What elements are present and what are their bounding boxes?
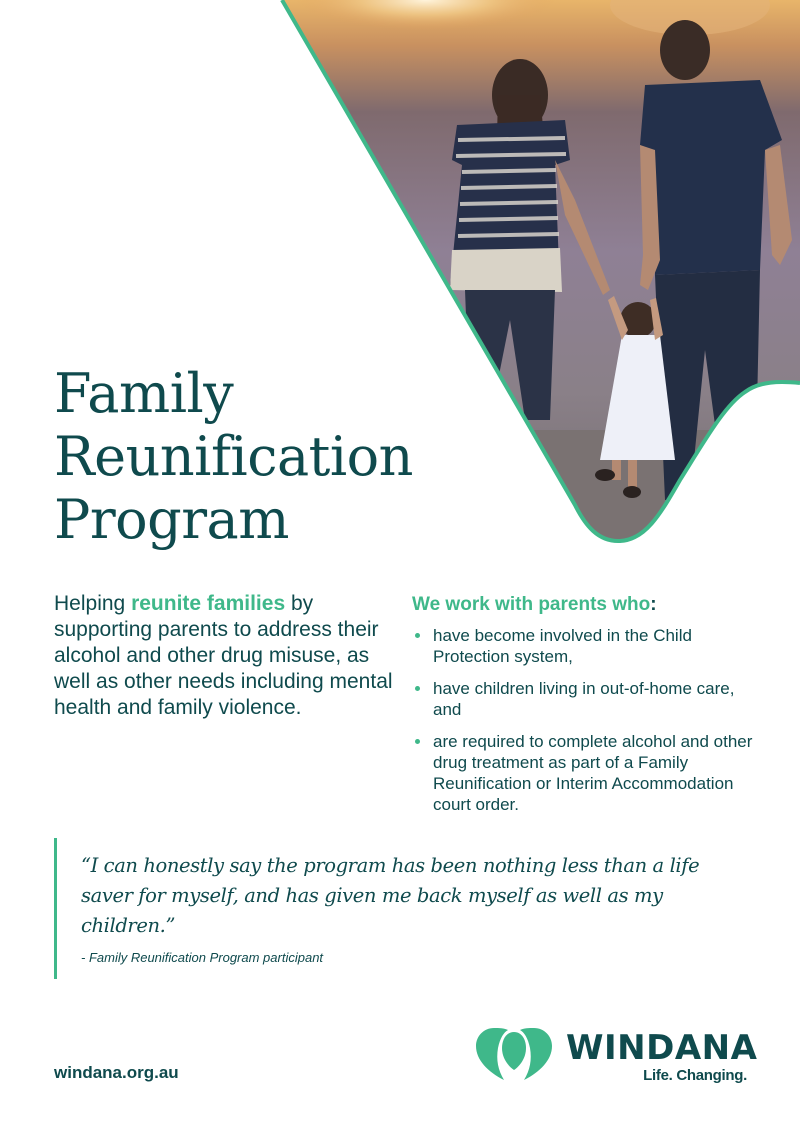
criteria-item [412,625,762,667]
title-line-1: Family [54,362,234,425]
testimonial-quote [54,838,734,979]
criteria-item-text: are required to complete alcohol and other drug treatment as part of a Family Reunification or Interim Accommodation court order. [433,732,753,814]
criteria-item [412,731,762,815]
logo-tagline: Life. Changing. [643,1067,747,1084]
logo-wordmark: WINDANA [566,1028,758,1068]
bullet-icon [415,739,420,744]
intro-prefix: Helping [54,592,132,615]
page-title [54,362,413,551]
bullet-icon [415,686,420,691]
windana-logo [474,1024,758,1090]
quote-attribution: - Family Reunification Program participant [81,950,324,965]
criteria-heading [412,593,762,617]
criteria-heading-text: We work with parents who [412,594,651,615]
criteria-section [412,593,762,826]
title-line-2: Reunification [54,425,413,488]
criteria-heading-colon: : [650,594,657,615]
intro-highlight: reunite families [131,592,286,615]
heart-leaves-icon [474,1026,554,1082]
criteria-item [412,678,762,720]
bullet-icon [415,633,420,638]
quote-text: “I can honestly say the program has been nothing less than a life saver for myself, and has given me back myself as well as my children.” [81,854,700,937]
website-link[interactable]: windana.org.au [54,1063,179,1082]
criteria-item-text: have become involved in the Child Protection system, [433,626,692,666]
intro-paragraph [54,591,399,721]
criteria-list [412,625,762,815]
title-line-3: Program [54,488,289,551]
criteria-item-text: have children living in out-of-home care, and [433,679,735,719]
intro-suffix: by supporting parents to address their alcohol and other drug misuse, as well as other needs including mental health and family violence. [54,592,393,719]
